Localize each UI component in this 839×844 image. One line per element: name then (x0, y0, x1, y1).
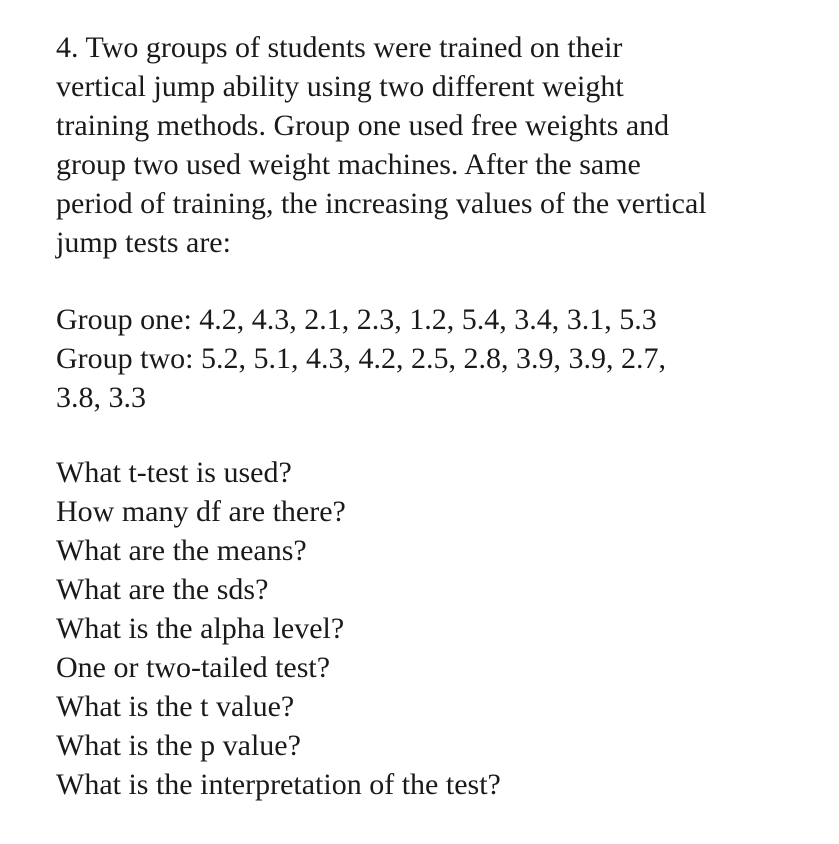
group-two-data-continued: 3.8, 3.3 (56, 381, 146, 414)
question-item: What are the sds? (56, 573, 269, 606)
group-one-data: Group one: 4.2, 4.3, 2.1, 2.3, 1.2, 5.4, 3.4, 3.1, 5.3 (56, 303, 657, 336)
group-data (56, 300, 796, 417)
question-item: What is the t value? (56, 690, 295, 723)
problem-line: training methods. Group one used free weights and (56, 109, 670, 142)
question-item: What is the interpretation of the test? (56, 768, 501, 801)
question-item: How many df are there? (56, 495, 346, 528)
group-two-data: Group two: 5.2, 5.1, 4.3, 4.2, 2.5, 2.8, 3.9, 3.9, 2.7, (56, 342, 666, 375)
question-item: What t-test is used? (56, 456, 292, 489)
problem-line: group two used weight machines. After the same (56, 148, 641, 181)
question-item: One or two-tailed test? (56, 651, 331, 684)
question-list (56, 453, 796, 804)
problem-statement (56, 28, 796, 262)
problem-line: period of training, the increasing values of the vertical (56, 187, 707, 220)
question-item: What is the p value? (56, 729, 301, 762)
question-item: What is the alpha level? (56, 612, 345, 645)
question-item: What are the means? (56, 534, 307, 567)
problem-line: vertical jump ability using two different weight (56, 70, 624, 103)
problem-line: jump tests are: (56, 226, 231, 259)
problem-line: 4. Two groups of students were trained on their (56, 31, 623, 64)
